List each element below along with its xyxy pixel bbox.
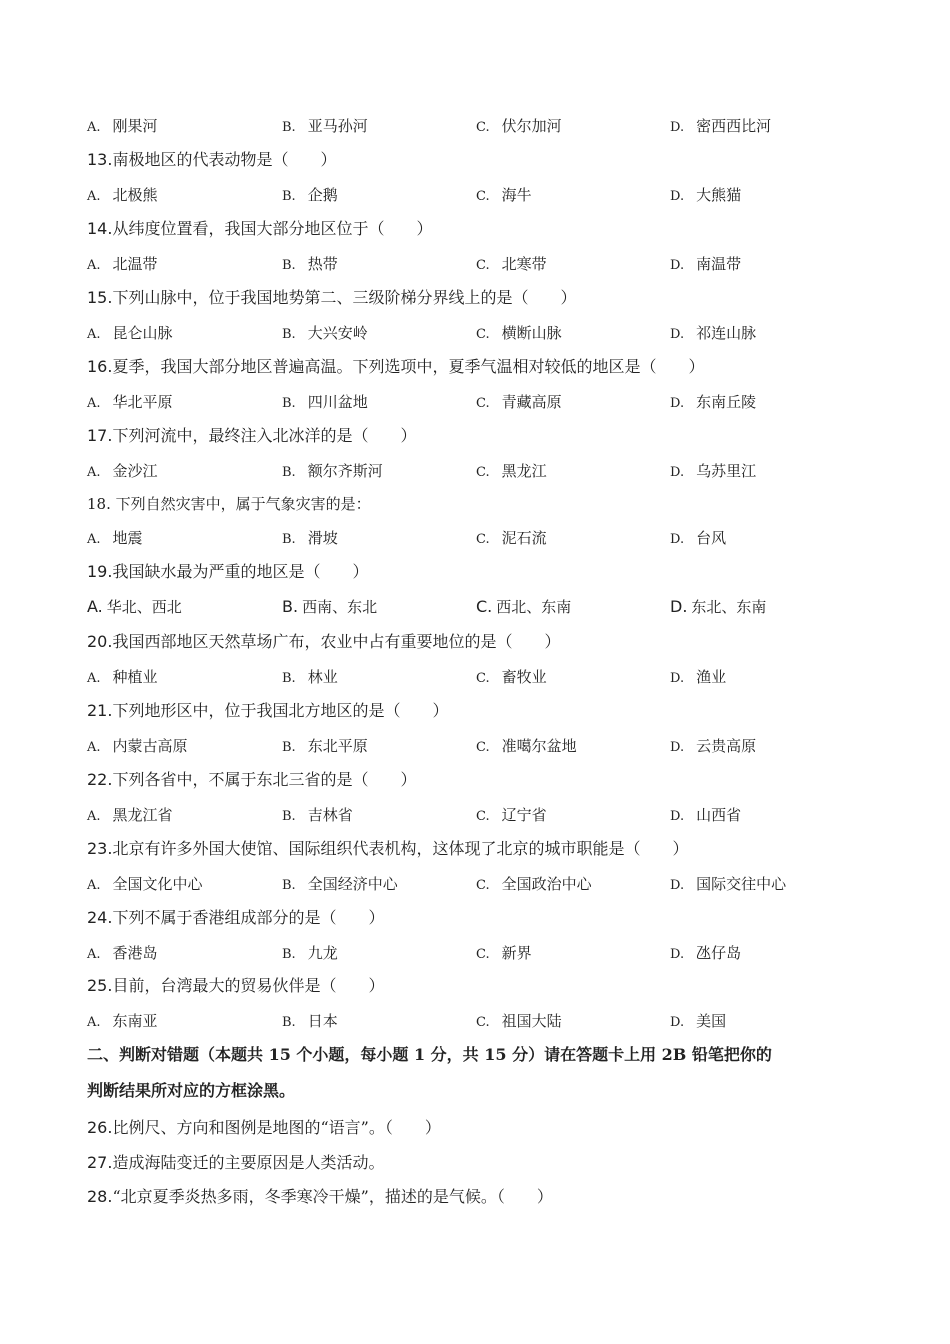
question-27: 27.造成海陆变迁的主要原因是人类活动。 bbox=[87, 1153, 385, 1172]
option-c: C. 横断山脉 bbox=[476, 324, 562, 342]
question-17: 17.下列河流中，最终注入北冰洋的是（ ） bbox=[87, 426, 417, 445]
option-d: D. 祁连山脉 bbox=[670, 324, 757, 342]
option-d: D. 美国 bbox=[670, 1012, 727, 1030]
option-c: C. 准噶尔盆地 bbox=[476, 737, 577, 755]
question-13: 13.南极地区的代表动物是（ ） bbox=[87, 150, 337, 169]
option-b: B. 东北平原 bbox=[282, 737, 368, 755]
option-c: C. 伏尔加河 bbox=[476, 117, 562, 135]
option-a: A. 北极熊 bbox=[87, 186, 158, 204]
question-23: 23.北京有许多外国大使馆、国际组织代表机构，这体现了北京的城市职能是（ ） bbox=[87, 839, 689, 858]
option-a: A. 刚果河 bbox=[87, 117, 158, 135]
option-b: B. 亚马孙河 bbox=[282, 117, 368, 135]
option-a: A. 北温带 bbox=[87, 255, 158, 273]
question-16: 16.夏季，我国大部分地区普遍高温。下列选项中，夏季气温相对较低的地区是（ ） bbox=[87, 357, 705, 376]
option-a: A. 华北、西北 bbox=[87, 597, 182, 616]
option-c: C. 祖国大陆 bbox=[476, 1012, 562, 1030]
option-d: D. 乌苏里江 bbox=[670, 462, 757, 480]
option-b: B. 四川盆地 bbox=[282, 393, 368, 411]
option-b: B. 全国经济中心 bbox=[282, 875, 398, 893]
question-26: 26.比例尺、方向和图例是地图的“语言”。（ ） bbox=[87, 1118, 441, 1137]
option-d: D. 氹仔岛 bbox=[670, 944, 742, 962]
option-c: C. 海牛 bbox=[476, 186, 532, 204]
option-b: B. 企鹅 bbox=[282, 186, 338, 204]
option-d: D. 台风 bbox=[670, 529, 727, 547]
option-d: D. 渔业 bbox=[670, 668, 727, 686]
option-b: B. 额尔齐斯河 bbox=[282, 462, 383, 480]
question-24: 24.下列不属于香港组成部分的是（ ） bbox=[87, 908, 385, 927]
option-d: D. 密西西比河 bbox=[670, 117, 772, 135]
option-a: A. 地震 bbox=[87, 529, 143, 547]
option-b: B. 热带 bbox=[282, 255, 338, 273]
option-c: C. 畜牧业 bbox=[476, 668, 547, 686]
option-b: B. 林业 bbox=[282, 668, 338, 686]
option-a: A. 昆仑山脉 bbox=[87, 324, 173, 342]
option-b: B. 滑坡 bbox=[282, 529, 338, 547]
option-d: D. 南温带 bbox=[670, 255, 742, 273]
option-a: A. 种植业 bbox=[87, 668, 158, 686]
option-d: D. 山西省 bbox=[670, 806, 742, 824]
option-a: A. 黑龙江省 bbox=[87, 806, 173, 824]
option-a: A. 东南亚 bbox=[87, 1012, 158, 1030]
option-b: B. 日本 bbox=[282, 1012, 338, 1030]
question-28: 28.“北京夏季炎热多雨，冬季寒冷干燥”，描述的是气候。（ ） bbox=[87, 1187, 553, 1206]
question-14: 14.从纬度位置看，我国大部分地区位于（ ） bbox=[87, 219, 433, 238]
section-heading-continued: 判断结果所对应的方框涂黑。 bbox=[87, 1081, 296, 1100]
option-d: D. 国际交往中心 bbox=[670, 875, 787, 893]
option-d: D. 大熊猫 bbox=[670, 186, 742, 204]
option-c: C. 青藏高原 bbox=[476, 393, 562, 411]
question-25: 25.目前，台湾最大的贸易伙伴是（ ） bbox=[87, 976, 385, 995]
question-22: 22.下列各省中，不属于东北三省的是（ ） bbox=[87, 770, 417, 789]
option-a: A. 全国文化中心 bbox=[87, 875, 203, 893]
question-19: 19.我国缺水最为严重的地区是（ ） bbox=[87, 562, 369, 581]
option-d: D. 云贵高原 bbox=[670, 737, 757, 755]
option-d: D. 东南丘陵 bbox=[670, 393, 757, 411]
question-15: 15.下列山脉中，位于我国地势第二、三级阶梯分界线上的是（ ） bbox=[87, 288, 577, 307]
option-c: C. 辽宁省 bbox=[476, 806, 547, 824]
option-c: C. 黑龙江 bbox=[476, 462, 547, 480]
option-d: D. 东北、东南 bbox=[670, 597, 767, 616]
option-c: C. 西北、东南 bbox=[476, 597, 572, 616]
section-heading: 二、判断对错题（本题共 15 个小题，每小题 1 分，共 15 分）请在答题卡上用 2B 铅笔把你的 bbox=[87, 1045, 772, 1064]
question-21: 21.下列地形区中，位于我国北方地区的是（ ） bbox=[87, 701, 449, 720]
option-c: C. 全国政治中心 bbox=[476, 875, 592, 893]
option-c: C. 北寒带 bbox=[476, 255, 547, 273]
option-b: B. 吉林省 bbox=[282, 806, 353, 824]
option-a: A. 华北平原 bbox=[87, 393, 173, 411]
question-20: 20.我国西部地区天然草场广布，农业中占有重要地位的是（ ） bbox=[87, 632, 561, 651]
question-18: 18. 下列自然灾害中，属于气象灾害的是： bbox=[87, 495, 371, 513]
option-a: A. 内蒙古高原 bbox=[87, 737, 188, 755]
option-b: B. 大兴安岭 bbox=[282, 324, 368, 342]
option-c: C. 新界 bbox=[476, 944, 532, 962]
option-b: B. 九龙 bbox=[282, 944, 338, 962]
option-b: B. 西南、东北 bbox=[282, 597, 378, 616]
option-a: A. 金沙江 bbox=[87, 462, 158, 480]
option-a: A. 香港岛 bbox=[87, 944, 158, 962]
option-c: C. 泥石流 bbox=[476, 529, 547, 547]
